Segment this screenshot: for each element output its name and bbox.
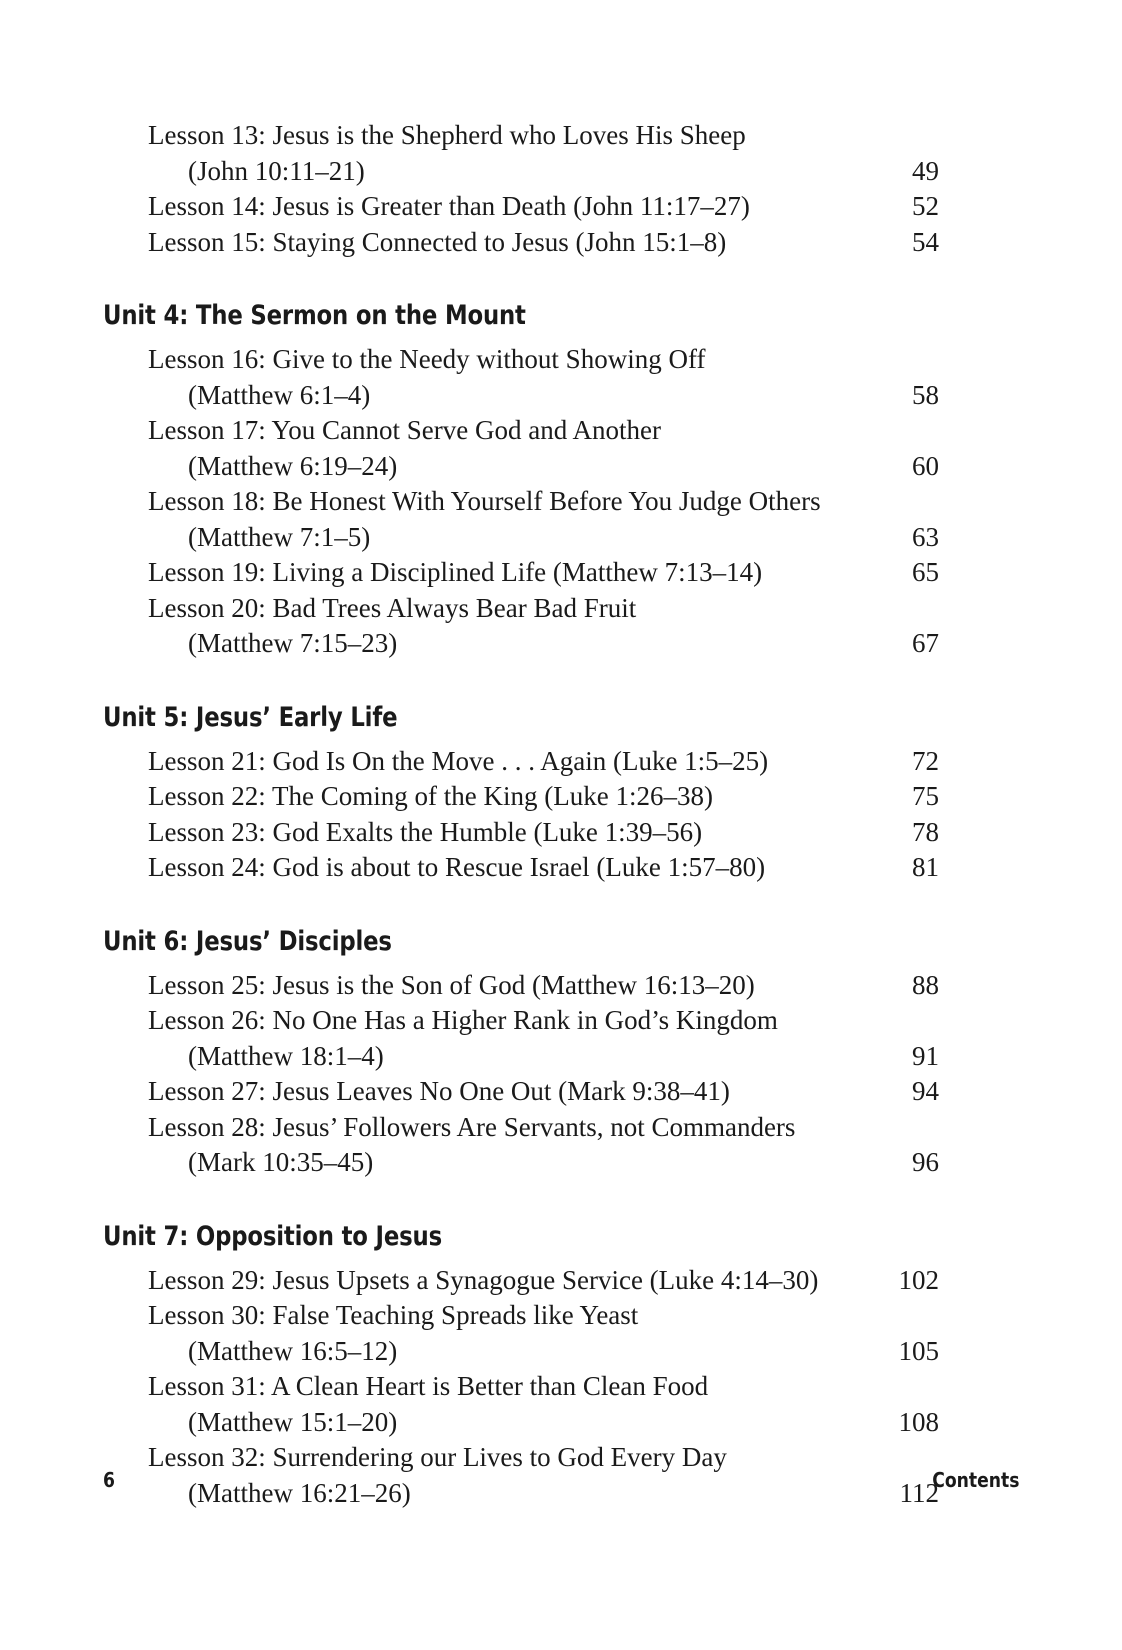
lesson-entry[interactable]	[103, 744, 939, 780]
toc-content	[103, 118, 939, 1511]
lesson-entry[interactable]	[103, 1110, 939, 1181]
lesson-entry[interactable]	[103, 779, 939, 815]
lesson-title: Lesson 26: No One Has a Higher Rank in God’s Kingdom	[148, 1005, 778, 1035]
lesson-title: Lesson 21: God Is On the Move . . . Again (Luke 1:5–25)	[148, 745, 769, 776]
lesson-title: Lesson 18: Be Honest With Yourself Before You Judge Others	[148, 486, 821, 516]
lesson-page-number: 58	[912, 379, 939, 410]
lesson-entry[interactable]	[103, 225, 939, 261]
lesson-entry[interactable]	[103, 1298, 939, 1369]
unit-block	[103, 300, 939, 662]
lesson-entry[interactable]	[103, 413, 939, 484]
lesson-entry[interactable]	[103, 1003, 939, 1074]
unit-heading: Unit 7: Opposition to Jesus	[103, 1220, 442, 1252]
lesson-title: Lesson 22: The Coming of the King (Luke 1:26–38)	[148, 781, 713, 811]
lesson-list	[103, 744, 939, 886]
lesson-page-number: 65	[912, 557, 939, 587]
lesson-page-number: 96	[912, 1147, 939, 1177]
page-footer	[103, 1468, 1019, 1492]
lesson-page-number: 81	[912, 852, 939, 882]
lesson-page-number: 75	[912, 781, 939, 811]
lesson-page-number: 52	[912, 191, 939, 221]
unit-heading: Unit 5: Jesus’ Early Life	[103, 701, 398, 733]
lesson-title: Lesson 24: God is about to Rescue Israel (Luke 1:57–80)	[148, 852, 766, 882]
lesson-reference: (Matthew 16:21–26)	[188, 1477, 411, 1508]
footer-running-head: Contents	[931, 1468, 1019, 1492]
lesson-entry[interactable]	[103, 118, 939, 189]
lesson-list	[103, 342, 939, 662]
lesson-entry[interactable]	[103, 1263, 939, 1299]
lesson-title: Lesson 29: Jesus Upsets a Synagogue Service (Luke 4:14–30)	[148, 1264, 819, 1295]
unit-block	[103, 702, 939, 886]
lesson-page-number: 94	[912, 1076, 939, 1106]
lesson-page-number: 105	[898, 1335, 939, 1366]
lesson-reference: (Matthew 18:1–4)	[188, 1040, 384, 1071]
lesson-title: Lesson 15: Staying Connected to Jesus (John 15:1–8)	[148, 226, 727, 257]
lesson-title: Lesson 27: Jesus Leaves No One Out (Mark 9:38–41)	[148, 1076, 730, 1106]
lesson-list	[103, 968, 939, 1181]
lesson-title: Lesson 17: You Cannot Serve God and Another	[148, 415, 661, 445]
lesson-entry[interactable]	[103, 189, 939, 225]
lesson-page-number: 63	[912, 521, 939, 552]
lesson-entry[interactable]	[103, 815, 939, 851]
lesson-title: Lesson 23: God Exalts the Humble (Luke 1:39–56)	[148, 816, 703, 847]
lesson-entry[interactable]	[103, 342, 939, 413]
unit-block	[103, 118, 939, 260]
lesson-page-number: 60	[912, 450, 939, 481]
lesson-reference: (Matthew 7:15–23)	[188, 628, 398, 658]
lesson-reference: (Matthew 7:1–5)	[188, 521, 371, 552]
lesson-reference: (Matthew 15:1–20)	[188, 1406, 398, 1437]
footer-page-number: 6	[103, 1468, 115, 1492]
unit-block	[103, 926, 939, 1181]
lesson-reference: (Mark 10:35–45)	[188, 1147, 374, 1177]
lesson-entry[interactable]	[103, 1369, 939, 1440]
unit-heading-row	[103, 300, 939, 331]
lesson-entry[interactable]	[103, 968, 939, 1004]
lesson-entry[interactable]	[103, 850, 939, 886]
lesson-page-number: 91	[912, 1040, 939, 1071]
lesson-title: Lesson 20: Bad Trees Always Bear Bad Fruit	[148, 592, 637, 623]
lesson-reference: (Matthew 6:19–24)	[188, 450, 398, 481]
unit-heading-row	[103, 1221, 939, 1252]
lesson-title: Lesson 28: Jesus’ Followers Are Servants, not Commanders	[148, 1111, 796, 1142]
lesson-reference: (John 10:11–21)	[188, 155, 365, 186]
lesson-reference: (Matthew 6:1–4)	[188, 379, 371, 410]
lesson-page-number: 102	[898, 1264, 939, 1295]
lesson-reference: (Matthew 16:5–12)	[188, 1335, 398, 1366]
lesson-page-number: 49	[912, 155, 939, 186]
lesson-title: Lesson 25: Jesus is the Son of God (Matthew 16:13–20)	[148, 969, 755, 1000]
lesson-page-number: 54	[912, 226, 939, 257]
lesson-title: Lesson 19: Living a Disciplined Life (Matthew 7:13–14)	[148, 557, 763, 587]
lesson-page-number: 72	[912, 745, 939, 776]
unit-heading: Unit 4: The Sermon on the Mount	[103, 300, 526, 331]
lesson-title: Lesson 13: Jesus is the Shepherd who Loves His Sheep	[148, 120, 746, 150]
lesson-title: Lesson 14: Jesus is Greater than Death (John 11:17–27)	[148, 191, 750, 221]
lesson-page-number: 67	[912, 628, 939, 658]
lesson-title: Lesson 30: False Teaching Spreads like Yeast	[148, 1300, 639, 1330]
lesson-list	[103, 118, 939, 260]
lesson-entry[interactable]	[103, 591, 939, 662]
lesson-page-number: 88	[912, 969, 939, 1000]
lesson-title: Lesson 16: Give to the Needy without Showing Off	[148, 344, 706, 374]
lesson-page-number: 108	[898, 1406, 939, 1437]
lesson-entry[interactable]	[103, 484, 939, 555]
lesson-title: Lesson 32: Surrendering our Lives to God Every Day	[148, 1442, 727, 1472]
lesson-entry[interactable]	[103, 1074, 939, 1110]
unit-heading-row	[103, 926, 939, 957]
unit-heading-row	[103, 702, 939, 733]
lesson-page-number: 112	[899, 1477, 939, 1508]
unit-list	[103, 118, 939, 1511]
unit-heading: Unit 6: Jesus’ Disciples	[103, 925, 392, 957]
lesson-title: Lesson 31: A Clean Heart is Better than Clean Food	[148, 1371, 709, 1401]
lesson-entry[interactable]	[103, 555, 939, 591]
lesson-page-number: 78	[912, 816, 939, 847]
